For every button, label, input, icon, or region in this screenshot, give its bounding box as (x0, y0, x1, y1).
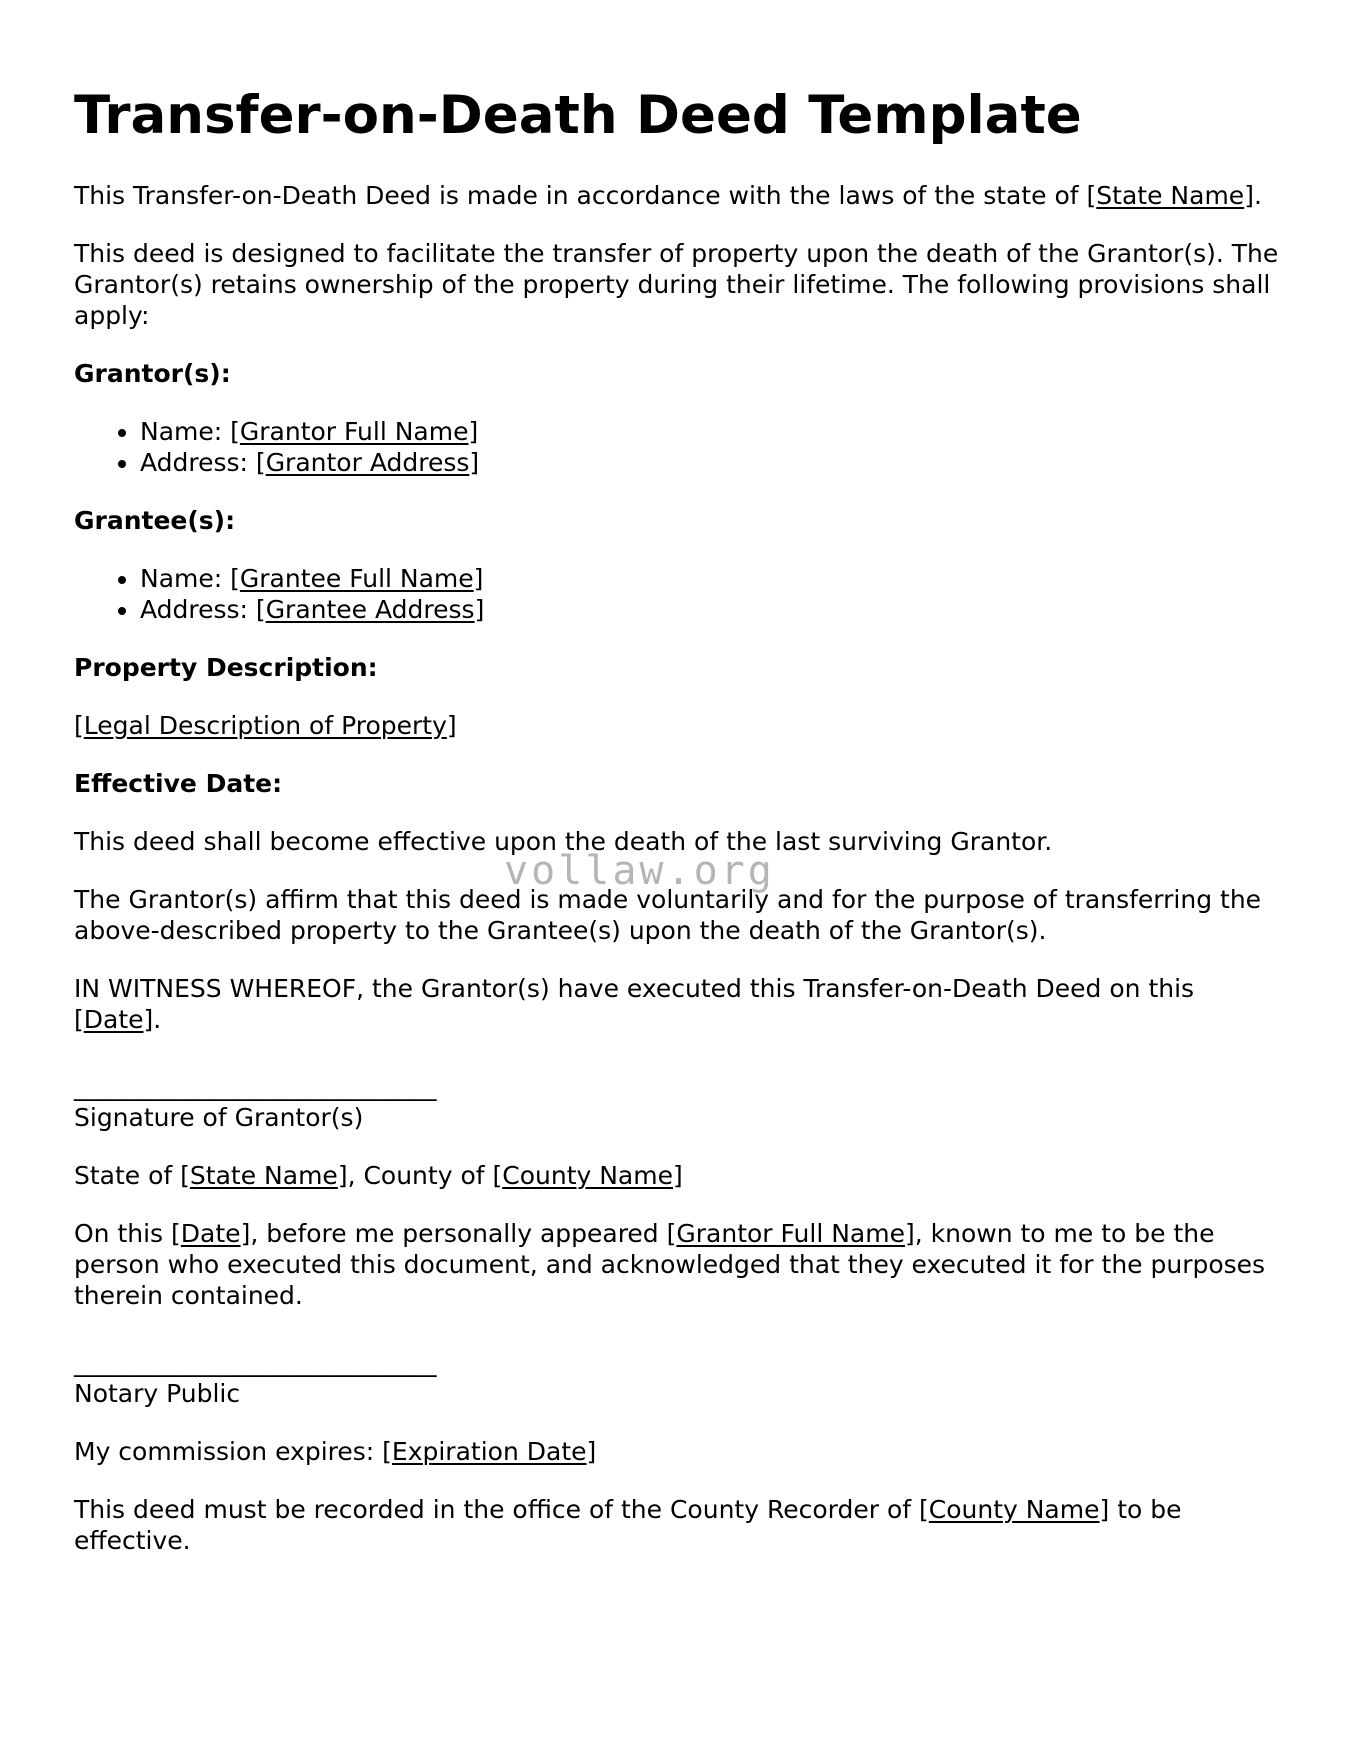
witness-text-end: ]. (143, 1004, 162, 1034)
document-page (74, 84, 1284, 1583)
grantor-name-close: ] (468, 416, 479, 446)
recording-text: This deed must be recorded in the office of the County Recorder of [ (74, 1494, 929, 1524)
ack-date-placeholder: Date (180, 1218, 241, 1248)
state-name-placeholder: State Name (1096, 180, 1245, 210)
commission-label: My commission expires: [ (74, 1436, 392, 1466)
grantee-name-item (140, 563, 1284, 594)
grantor-list (74, 416, 1284, 478)
recording-text-end: ] to be effective. (74, 1494, 1182, 1555)
witness-text: IN WITNESS WHEREOF, the Grantor(s) have executed this Transfer-on-Death Deed on this [ (74, 973, 1195, 1034)
commission-line (74, 1436, 1284, 1467)
venue-county-label: ], County of [ (337, 1160, 503, 1190)
grantor-address-item (140, 447, 1284, 478)
venue-state-placeholder: State Name (189, 1160, 338, 1190)
grantor-address-close: ] (469, 447, 480, 477)
property-open: [ (74, 710, 84, 740)
grantor-signature-block (74, 1071, 1284, 1133)
watermark: vollaw.org (504, 848, 775, 894)
venue-county-placeholder: County Name (502, 1160, 673, 1190)
grantor-signature-line: _____________________________ (74, 1071, 437, 1101)
witness-paragraph (74, 973, 1284, 1035)
venue-line (74, 1160, 1284, 1191)
ack-text-1: On this [ (74, 1218, 181, 1248)
grantor-name-label: Name: [ (140, 416, 240, 446)
ack-grantor-name-placeholder: Grantor Full Name (676, 1218, 905, 1248)
expiration-date-placeholder: Expiration Date (391, 1436, 587, 1466)
venue-close: ] (673, 1160, 683, 1190)
grantee-name-placeholder: Grantee Full Name (239, 563, 474, 593)
grantee-heading: Grantee(s): (74, 505, 236, 535)
document-title: Transfer-on-Death Deed Template (74, 85, 1082, 146)
purpose-paragraph: This deed is designed to facilitate the transfer of property upon the death of the Grantor(s). The Grantor(s) retains ownership of the property during their lifetime. The following provisions shall apply: (74, 238, 1279, 330)
recording-county-placeholder: County Name (928, 1494, 1100, 1524)
grantor-signature-label: Signature of Grantor(s) (74, 1102, 364, 1132)
recording-paragraph (74, 1494, 1284, 1556)
notary-signature-line: _____________________________ (74, 1347, 437, 1377)
grantor-address-label: Address: [ (140, 447, 266, 477)
acknowledgment-paragraph (74, 1218, 1284, 1311)
notary-signature-block (74, 1347, 1284, 1409)
grantor-address-placeholder: Grantor Address (265, 447, 470, 477)
grantor-heading: Grantor(s): (74, 358, 231, 388)
grantee-address-item (140, 594, 1284, 625)
intro-text: This Transfer-on-Death Deed is made in accordance with the laws of the state of [ (74, 180, 1097, 210)
notary-signature-label: Notary Public (74, 1378, 241, 1408)
property-close: ] (446, 710, 457, 740)
effective-date-heading: Effective Date: (74, 768, 283, 798)
grantee-name-close: ] (473, 563, 484, 593)
grantee-address-label: Address: [ (140, 594, 266, 624)
grantee-name-label: Name: [ (140, 563, 240, 593)
intro-text-end: ]. (1244, 180, 1262, 210)
commission-close: ] (586, 1436, 597, 1466)
affirmation-paragraph: The Grantor(s) affirm that this deed is made voluntarily and for the purpose of transferring the above-described property to the Grantee(s) upon the death of the Grantor(s). (74, 884, 1262, 945)
intro-paragraph (74, 180, 1284, 211)
ack-text-2: ], before me personally appeared [ (240, 1218, 677, 1248)
effective-date-text: This deed shall become effective upon the death of the last surviving Grantor. (74, 826, 1053, 856)
ack-text-3: ], known to me to be the person who executed this document, and acknowledged that they executed it for the purposes therein contained. (74, 1218, 1266, 1310)
property-heading: Property Description: (74, 652, 378, 682)
grantee-list (74, 563, 1284, 625)
property-description (74, 710, 1284, 741)
grantee-address-close: ] (474, 594, 485, 624)
grantor-name-placeholder: Grantor Full Name (239, 416, 469, 446)
witness-date-placeholder: Date (83, 1004, 144, 1034)
grantee-address-placeholder: Grantee Address (265, 594, 475, 624)
property-placeholder: Legal Description of Property (83, 710, 447, 740)
venue-state-label: State of [ (74, 1160, 190, 1190)
grantor-name-item (140, 416, 1284, 447)
